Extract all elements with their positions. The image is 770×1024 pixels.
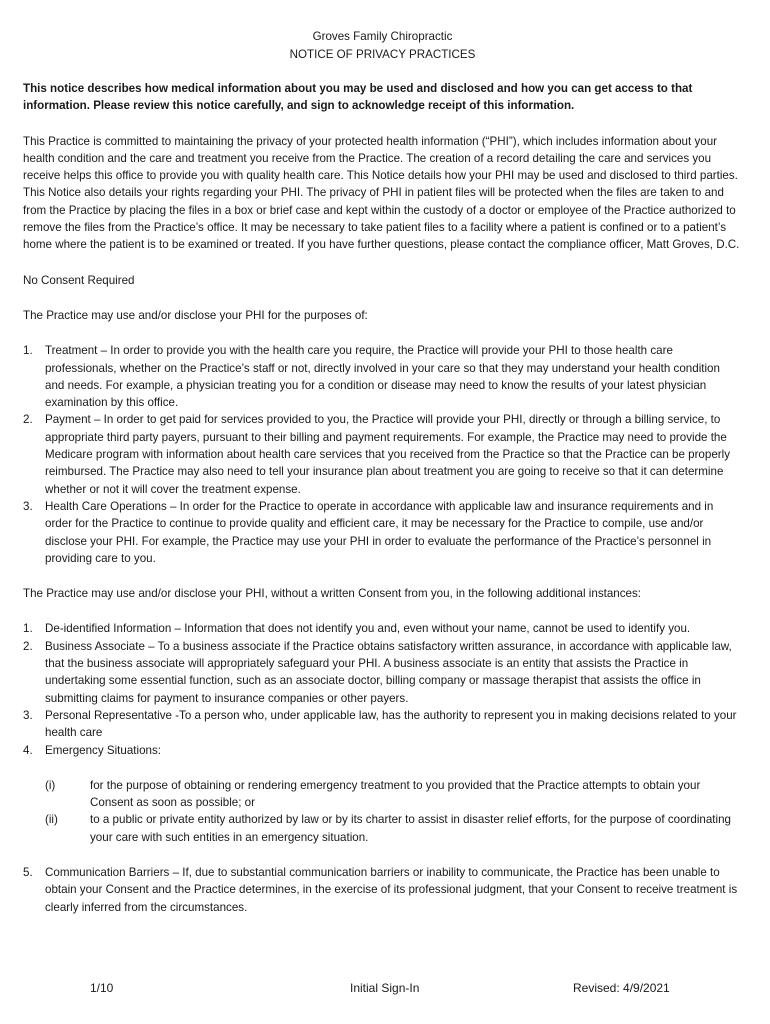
document-title: NOTICE OF PRIVACY PRACTICES bbox=[289, 48, 476, 61]
list-text: Emergency Situations: bbox=[45, 743, 161, 757]
practice-name: Groves Family Chiropractic bbox=[312, 30, 453, 43]
list-item bbox=[23, 742, 742, 759]
emergency-sublist bbox=[45, 777, 742, 846]
list-item bbox=[23, 620, 742, 637]
list-item bbox=[23, 498, 742, 567]
list-item bbox=[23, 638, 742, 707]
revised-date: Revised: 4/9/2021 bbox=[573, 981, 670, 995]
list-number: 3. bbox=[23, 499, 33, 513]
additional-intro: The Practice may use and/or disclose your PHI, without a written Consent from you, in the following additional instances: bbox=[23, 587, 641, 601]
list-text: Personal Representative -To a person who, under applicable law, has the authority to represent you in making decisions related to your health care bbox=[45, 708, 737, 740]
list-text: Payment – In order to get paid for services provided to you, the Practice will provide your PHI, directly or through a billing service, to appropriate third party payers, pursuant to their billing and payment requirements. For example, the Practice may need to provide the Medicare program with information about health care services that you received from the Practice so that the Practice can be properly reimbursed. The Practice may also need to tell your insurance plan about treatment you are going to receive so that it can determine whether or not it will cover the treatment expense. bbox=[45, 413, 731, 496]
list-item bbox=[23, 342, 742, 411]
sublist-item bbox=[45, 777, 742, 812]
list-number: 5. bbox=[23, 865, 33, 879]
document-header bbox=[23, 28, 742, 64]
list-text: Treatment – In order to provide you with the health care you require, the Practice will provide your PHI to those health care professionals, whether on the Practice’s staff or not, directly involved in your care so that they may understand your health condition and needs. For example, a physician treating you for a condition or disease may need to know the results of your latest physician examination by this office. bbox=[45, 344, 720, 410]
page-number: 1/10 bbox=[90, 981, 114, 995]
footer-initial-sign-in: Initial Sign-In bbox=[350, 981, 420, 995]
additional-list bbox=[23, 620, 742, 758]
sublist-number: (i) bbox=[45, 778, 56, 792]
sublist-text: to a public or private entity authorized by law or by its charter to assist in disaster relief efforts, for the purpose of coordinating your care with such entities in an emergency situation. bbox=[90, 813, 731, 844]
list-number: 4. bbox=[23, 743, 33, 757]
list-text: Health Care Operations – In order for the Practice to operate in accordance with applicable law and insurance requirements and in order for the Practice to continue to provide quality and efficient care, it may be necessary for the Practice to compile, use and/or disclose your PHI. For example, the Practice may use your PHI in order to evaluate the performance of the Practice’s personnel in providing care to you. bbox=[45, 499, 714, 565]
sublist-text: for the purpose of obtaining or rendering emergency treatment to you provided that the Practice attempts to obtain your Consent as soon as possible; or bbox=[90, 778, 701, 810]
sublist-item bbox=[45, 811, 742, 846]
list-text: Business Associate – To a business associate if the Practice obtains satisfactory written assurance, in accordance with applicable law, that the business associate will appropriately safeguard your PHI. A business associate is an entity that assists the Practice in undertaking some essential function, such as an associate doctor, billing company or massage therapist that assists the office in submitting claims for payment to insurance companies or other payers. bbox=[45, 639, 732, 705]
intro-paragraph: This Practice is committed to maintaining the privacy of your protected health information (“PHI”), which includes information about your health condition and the care and treatment you receive from the Practice. The creation of a record detailing the care and services you receive helps this office to provide you with quality health care. This Notice details how your PHI may be used and disclosed to third parties. This Notice also details your rights regarding your PHI. The privacy of PHI in patient files will be protected when the files are taken to and from the Practice by placing the files in a box or brief case and kept within the custody of a doctor or employee of the Practice authorized to remove the files from the Practice’s office. It may be necessary to take patient files to a facility where a patient is confined or to a patient’s home where the patient is to be examined or treated. If you have further questions, please contact the compliance officer, Matt Groves, D.C. bbox=[23, 134, 740, 252]
purposes-list bbox=[23, 342, 742, 567]
list-number: 2. bbox=[23, 413, 33, 427]
list-item bbox=[23, 411, 742, 497]
list-item bbox=[23, 707, 742, 742]
purposes-intro: The Practice may use and/or disclose your PHI for the purposes of: bbox=[23, 308, 368, 322]
list-text: Communication Barriers – If, due to substantial communication barriers or inability to communicate, the Practice has been unable to obtain your Consent and the Practice determines, in the exercise of its professional judgment, that your Consent to receive treatment is clearly inferred from the circumstances. bbox=[45, 865, 738, 914]
list-number: 2. bbox=[23, 639, 33, 653]
additional-list-continued bbox=[23, 864, 742, 916]
intro-notice: This notice describes how medical information about you may be used and disclosed and how you can get access to that information. Please review this notice carefully, and sign to acknowledge receipt of this information. bbox=[23, 82, 693, 113]
list-number: 1. bbox=[23, 622, 33, 636]
list-number: 3. bbox=[23, 708, 33, 722]
list-number: 1. bbox=[23, 344, 33, 358]
section-heading: No Consent Required bbox=[23, 273, 135, 287]
sublist-number: (ii) bbox=[45, 813, 58, 827]
list-text: De-identified Information – Information that does not identify you and, even without your name, cannot be used to identify you. bbox=[45, 622, 691, 636]
list-item bbox=[23, 864, 742, 916]
